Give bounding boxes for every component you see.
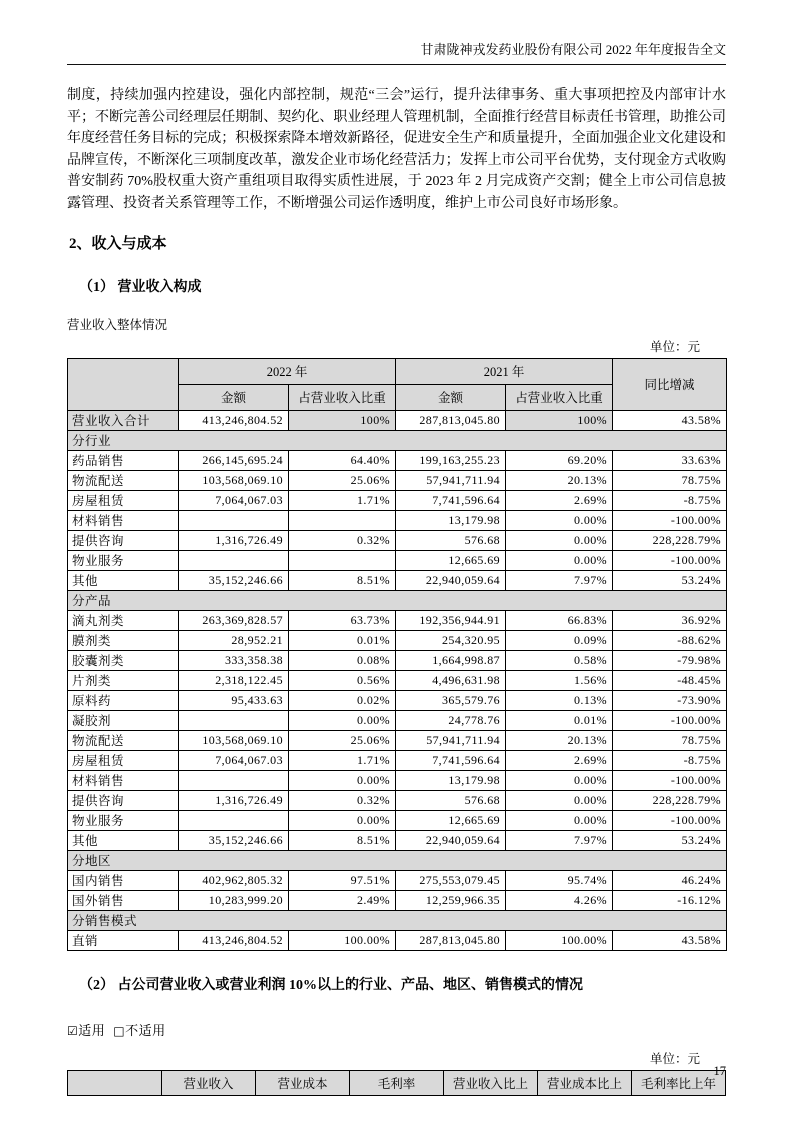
- cell-value: 100.00%: [289, 930, 396, 950]
- table-row: [68, 690, 727, 710]
- cell-value: 0.32%: [289, 790, 396, 810]
- checkbox-unchecked-icon: □: [113, 1023, 126, 1038]
- margin-table-header-cell: 营业成本比上: [538, 1070, 632, 1095]
- margin-table-header-cell: 营业收入: [162, 1070, 256, 1095]
- page-header: [67, 0, 726, 65]
- cell-value: 4.26%: [506, 890, 613, 910]
- cell-value: 7.97%: [506, 830, 613, 850]
- row-label: 凝胶剂: [68, 710, 179, 730]
- corner-cell: [68, 358, 179, 410]
- cell-value: 2.49%: [289, 890, 396, 910]
- row-label: 胶囊剂类: [68, 650, 179, 670]
- cell-value: 275,553,079.45: [396, 870, 506, 890]
- cell-value: 4,496,631.98: [396, 670, 506, 690]
- cell-value: 228,228.79%: [613, 790, 727, 810]
- row-label: 物业服务: [68, 550, 179, 570]
- cell-value: 43.58%: [613, 410, 727, 430]
- cell-value: 12,259,966.35: [396, 890, 506, 910]
- cell-value: [289, 510, 396, 530]
- cell-value: 287,813,045.80: [396, 930, 506, 950]
- cell-value: 103,568,069.10: [179, 730, 289, 750]
- body-paragraph: 制度，持续加强内控建设，强化内部控制，规范“三会”运行，提升法律事务、重大事项把控及内部审计水平；不断完善公司经理层任期制、契约化、职业经理人管理机制，全面推行经营目标责任书管理，助推公司年度经营任务目标的完成；积极探索降本增效新路径，促进安全生产和质量提升，全面加强企业文化建设和品牌宣传，不断深化三项制度改革，激发企业市场化经营活力；发挥上市公司平台优势，支付现金方式收购普安制药 70%股权重大资产重组项目取得实质性进展，于 2023 年 2 月完成资产交割；健全上市公司信息披露管理、投资者关系管理等工作，不断增强公司运作透明度，维护上市公司良好市场形象。: [67, 88, 726, 211]
- row-label: 其他: [68, 830, 179, 850]
- cell-value: 35,152,246.66: [179, 570, 289, 590]
- not-applicable-label: 不适用: [125, 1022, 166, 1038]
- table-row: [68, 610, 727, 630]
- cell-value: 24,778.76: [396, 710, 506, 730]
- cell-value: -100.00%: [613, 770, 727, 790]
- row-label: 原料药: [68, 690, 179, 710]
- cell-value: -8.75%: [613, 490, 727, 510]
- cell-value: 266,145,695.24: [179, 450, 289, 470]
- cell-value: 57,941,711.94: [396, 470, 506, 490]
- cell-value: 25.06%: [289, 470, 396, 490]
- cell-value: 7,741,596.64: [396, 490, 506, 510]
- cell-value: 95,433.63: [179, 690, 289, 710]
- table-row: [68, 410, 727, 430]
- cell-value: -48.45%: [613, 670, 727, 690]
- table-row: [68, 890, 727, 910]
- cell-value: 7.97%: [506, 570, 613, 590]
- cell-value: 263,369,828.57: [179, 610, 289, 630]
- row-label: 片剂类: [68, 670, 179, 690]
- table-section-row: [68, 850, 727, 870]
- cell-value: -100.00%: [613, 550, 727, 570]
- cell-value: 95.74%: [506, 870, 613, 890]
- cell-value: 0.00%: [289, 710, 396, 730]
- cell-value: 0.13%: [506, 690, 613, 710]
- cell-value: 12,665.69: [396, 810, 506, 830]
- cell-value: 28,952.21: [179, 630, 289, 650]
- cell-value: 46.24%: [613, 870, 727, 890]
- cell-value: 0.32%: [289, 530, 396, 550]
- cell-value: -100.00%: [613, 710, 727, 730]
- row-label: 膜剂类: [68, 630, 179, 650]
- table-row: [68, 870, 727, 890]
- row-label: 直销: [68, 930, 179, 950]
- revenue-table: [67, 358, 727, 951]
- section-label: 分销售模式: [68, 910, 727, 930]
- table-row: [68, 510, 727, 530]
- cell-value: [179, 550, 289, 570]
- cell-value: 1,664,998.87: [396, 650, 506, 670]
- cell-value: 192,356,944.91: [396, 610, 506, 630]
- year-2022-group-header: 2022 年: [179, 358, 396, 384]
- row-label: 材料销售: [68, 770, 179, 790]
- table-row: [68, 830, 727, 850]
- cell-value: 199,163,255.23: [396, 450, 506, 470]
- table-row: [68, 670, 727, 690]
- cell-value: 97.51%: [289, 870, 396, 890]
- table-row: [68, 770, 727, 790]
- cell-value: 20.13%: [506, 470, 613, 490]
- cell-value: 13,179.98: [396, 770, 506, 790]
- cell-value: 22,940,059.64: [396, 830, 506, 850]
- checkbox-checked-icon: ☑: [67, 1023, 79, 1038]
- section-label: 分地区: [68, 850, 727, 870]
- cell-value: 10,283,999.20: [179, 890, 289, 910]
- unit-label-1: 单位：元: [649, 339, 700, 354]
- cell-value: 0.00%: [506, 550, 613, 570]
- cell-value: 78.75%: [613, 730, 727, 750]
- revenue-table-header: [68, 358, 727, 410]
- table-row: [68, 490, 727, 510]
- cell-value: 1.71%: [289, 750, 396, 770]
- row-label: 物流配送: [68, 730, 179, 750]
- cell-value: 0.00%: [289, 810, 396, 830]
- table-row: [68, 630, 727, 650]
- cell-value: 7,741,596.64: [396, 750, 506, 770]
- ratio-2021-header: 占营业收入比重: [506, 384, 613, 410]
- cell-value: 0.01%: [506, 710, 613, 730]
- cell-value: 413,246,804.52: [179, 930, 289, 950]
- cell-value: 287,813,045.80: [396, 410, 506, 430]
- section-label: 分产品: [68, 590, 727, 610]
- row-label: 药品销售: [68, 450, 179, 470]
- cell-value: 0.00%: [289, 770, 396, 790]
- cell-value: 2,318,122.45: [179, 670, 289, 690]
- row-label: 物流配送: [68, 470, 179, 490]
- cell-value: [179, 510, 289, 530]
- cell-value: 53.24%: [613, 570, 727, 590]
- cell-value: 33.63%: [613, 450, 727, 470]
- row-label: 材料销售: [68, 510, 179, 530]
- cell-value: [179, 770, 289, 790]
- unit-label-2: 单位：元: [649, 1051, 700, 1066]
- margin-table: [67, 1070, 726, 1096]
- cell-value: 1,316,726.49: [179, 530, 289, 550]
- cell-value: -73.90%: [613, 690, 727, 710]
- cell-value: 228,228.79%: [613, 530, 727, 550]
- cell-value: -100.00%: [613, 510, 727, 530]
- table-row: [68, 810, 727, 830]
- table-row: [68, 750, 727, 770]
- table-row: [68, 450, 727, 470]
- table-section-row: [68, 430, 727, 450]
- cell-value: -79.98%: [613, 650, 727, 670]
- cell-value: 0.00%: [506, 510, 613, 530]
- cell-value: 13,179.98: [396, 510, 506, 530]
- cell-value: 66.83%: [506, 610, 613, 630]
- cell-value: 0.00%: [506, 790, 613, 810]
- margin-table-header-cell: 毛利率: [350, 1070, 444, 1095]
- cell-value: 12,665.69: [396, 550, 506, 570]
- amount-2022-header: 金额: [179, 384, 289, 410]
- cell-value: 63.73%: [289, 610, 396, 630]
- cell-value: 0.00%: [506, 810, 613, 830]
- row-label: 提供咨询: [68, 790, 179, 810]
- cell-value: -100.00%: [613, 810, 727, 830]
- applicable-label: 适用: [78, 1022, 106, 1038]
- ratio-2022-header: 占营业收入比重: [289, 384, 396, 410]
- row-label: 营业收入合计: [68, 410, 179, 430]
- section-label: 分行业: [68, 430, 727, 450]
- cell-value: 100%: [506, 410, 613, 430]
- cell-value: 7,064,067.03: [179, 750, 289, 770]
- page-header-title: 甘肃陇神戎发药业股份有限公司 2022 年年度报告全文: [420, 42, 726, 57]
- cell-value: 576.68: [396, 530, 506, 550]
- cell-value: 0.58%: [506, 650, 613, 670]
- margin-table-header-cell: [68, 1070, 162, 1095]
- cell-value: 8.51%: [289, 830, 396, 850]
- cell-value: 0.01%: [289, 630, 396, 650]
- row-label: 国内销售: [68, 870, 179, 890]
- amount-2021-header: 金额: [396, 384, 506, 410]
- cell-value: 0.08%: [289, 650, 396, 670]
- cell-value: 8.51%: [289, 570, 396, 590]
- cell-value: 576.68: [396, 790, 506, 810]
- row-label: 物业服务: [68, 810, 179, 830]
- page-number: 17: [713, 1064, 726, 1078]
- cell-value: -88.62%: [613, 630, 727, 650]
- table-row: [68, 550, 727, 570]
- row-label: 房屋租赁: [68, 750, 179, 770]
- margin-table-header-cell: 营业成本: [256, 1070, 350, 1095]
- cell-value: 100%: [289, 410, 396, 430]
- cell-value: 1,316,726.49: [179, 790, 289, 810]
- cell-value: 0.09%: [506, 630, 613, 650]
- cell-value: 0.00%: [506, 530, 613, 550]
- subsection-heading-major-items: （2） 占公司营业收入或营业利润 10%以上的行业、产品、地区、销售模式的情况: [79, 977, 583, 993]
- cell-value: 333,358.38: [179, 650, 289, 670]
- row-label: 滴丸剂类: [68, 610, 179, 630]
- cell-value: 36.92%: [613, 610, 727, 630]
- cell-value: -8.75%: [613, 750, 727, 770]
- cell-value: -16.12%: [613, 890, 727, 910]
- section-heading-income-cost: 2、收入与成本: [69, 235, 167, 252]
- cell-value: 20.13%: [506, 730, 613, 750]
- margin-table-header-row: [68, 1070, 726, 1095]
- table-row: [68, 790, 727, 810]
- yoy-change-header: 同比增减: [613, 358, 727, 410]
- subsection-heading-revenue-composition: （1） 营业收入构成: [79, 279, 202, 295]
- table-row: [68, 530, 727, 550]
- cell-value: 57,941,711.94: [396, 730, 506, 750]
- applicable-line: [67, 1020, 726, 1039]
- table-row: [68, 470, 727, 490]
- cell-value: 0.00%: [506, 770, 613, 790]
- margin-table-header-cell: 毛利率比上年: [632, 1070, 726, 1095]
- revenue-table-header-row-1: [68, 358, 727, 384]
- cell-value: 0.56%: [289, 670, 396, 690]
- cell-value: 22,940,059.64: [396, 570, 506, 590]
- cell-value: 1.56%: [506, 670, 613, 690]
- cell-value: [289, 550, 396, 570]
- table-row: [68, 930, 727, 950]
- row-label: 国外销售: [68, 890, 179, 910]
- cell-value: 25.06%: [289, 730, 396, 750]
- row-label: 其他: [68, 570, 179, 590]
- cell-value: 53.24%: [613, 830, 727, 850]
- revenue-table-body: [68, 410, 727, 950]
- cell-value: 64.40%: [289, 450, 396, 470]
- cell-value: 413,246,804.52: [179, 410, 289, 430]
- cell-value: 2.69%: [506, 750, 613, 770]
- cell-value: 78.75%: [613, 470, 727, 490]
- table-row: [68, 710, 727, 730]
- cell-value: 2.69%: [506, 490, 613, 510]
- cell-value: 35,152,246.66: [179, 830, 289, 850]
- cell-value: [179, 710, 289, 730]
- cell-value: 69.20%: [506, 450, 613, 470]
- cell-value: 365,579.76: [396, 690, 506, 710]
- year-2021-group-header: 2021 年: [396, 358, 613, 384]
- cell-value: 100.00%: [506, 930, 613, 950]
- table-section-row: [68, 590, 727, 610]
- cell-value: 103,568,069.10: [179, 470, 289, 490]
- cell-value: 43.58%: [613, 930, 727, 950]
- cell-value: 254,320.95: [396, 630, 506, 650]
- row-label: 提供咨询: [68, 530, 179, 550]
- cell-value: 0.02%: [289, 690, 396, 710]
- cell-value: [179, 810, 289, 830]
- revenue-table-caption: 营业收入整体情况: [67, 317, 168, 332]
- cell-value: 7,064,067.03: [179, 490, 289, 510]
- margin-table-header-cell: 营业收入比上: [444, 1070, 538, 1095]
- table-row: [68, 570, 727, 590]
- cell-value: 402,962,805.32: [179, 870, 289, 890]
- table-row: [68, 730, 727, 750]
- table-section-row: [68, 910, 727, 930]
- table-row: [68, 650, 727, 670]
- row-label: 房屋租赁: [68, 490, 179, 510]
- cell-value: 1.71%: [289, 490, 396, 510]
